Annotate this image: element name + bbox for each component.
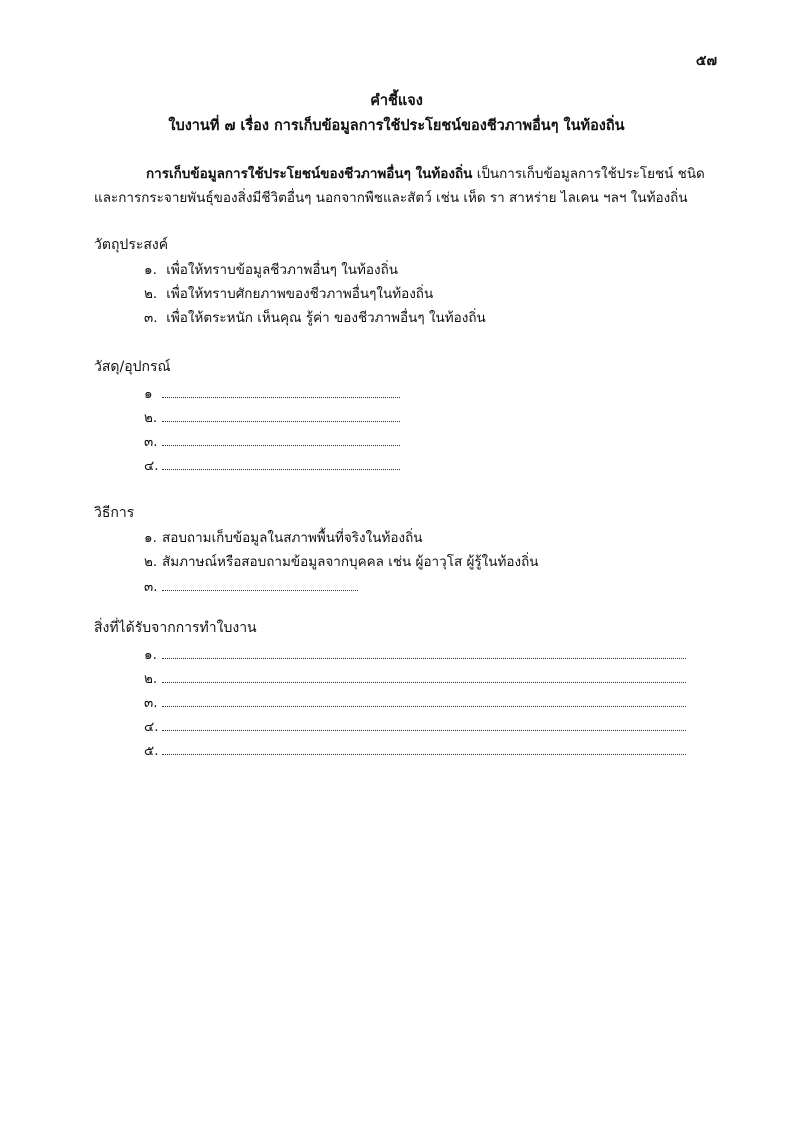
list-item [144, 459, 400, 483]
list-item [144, 696, 686, 720]
fill-in-blank[interactable] [162, 459, 400, 470]
list-item [144, 387, 400, 411]
intro-text: เป็นการเก็บข้อมูลการใช้ประโยชน์ ชนิด [472, 166, 705, 182]
fill-in-blank[interactable] [162, 435, 400, 446]
list-item [144, 720, 686, 744]
item-number: ๑ [144, 386, 153, 402]
outcomes-list [144, 648, 686, 768]
item-number: ๓. [144, 695, 158, 711]
materials-heading: วัสดุ/อุปกรณ์ [94, 359, 171, 375]
item-number: ๓. [144, 579, 158, 595]
item-number: ๔. [144, 458, 159, 474]
item-text: เพื่อให้ทราบข้อมูลชีวภาพอื่นๆ ในท้องถิ่น [166, 262, 399, 278]
page-title: คำชี้แจง [370, 93, 423, 109]
methods-heading: วิธีการ [94, 505, 135, 521]
list-item [144, 580, 538, 604]
list-item [144, 411, 400, 435]
intro-line-2: และการกระจายพันธุ์ของสิ่งมีชีวิตอื่นๆ นอกจากพืชและสัตว์ เช่น เห็ด รา สาหร่าย ไลเคน ฯลฯ ในท้องถิ่น [94, 190, 688, 206]
list-item [144, 648, 686, 672]
list-item [144, 672, 686, 696]
intro-bold-text: การเก็บข้อมูลการใช้ประโยชน์ของชีวภาพอื่นๆ ในท้องถิ่น [146, 166, 473, 182]
list-item [144, 264, 486, 288]
item-text: สัมภาษณ์หรือสอบถามข้อมูลจากบุคคล เช่น ผู้อาวุโส ผู้รู้ในท้องถิ่น [162, 554, 539, 570]
fill-in-blank[interactable] [162, 387, 400, 398]
list-item [144, 532, 538, 556]
item-text: เพื่อให้ตระหนัก เห็นคุณ รู้ค่า ของชีวภาพอื่นๆ ในท้องถิ่น [166, 310, 486, 326]
fill-in-blank[interactable] [162, 672, 686, 683]
list-item [144, 556, 538, 580]
fill-in-blank[interactable] [162, 580, 358, 591]
fill-in-blank[interactable] [162, 648, 686, 659]
list-item [144, 744, 686, 768]
outcomes-heading: สิ่งที่ได้รับจากการทำใบงาน [94, 620, 257, 636]
fill-in-blank[interactable] [162, 696, 686, 707]
item-number: ๓. [144, 310, 158, 326]
fill-in-blank[interactable] [162, 744, 686, 755]
methods-list [144, 532, 538, 604]
item-number: ๑. [144, 647, 157, 663]
item-number: ๒. [144, 410, 158, 426]
objectives-heading: วัตถุประสงค์ [94, 237, 169, 253]
list-item [144, 435, 400, 459]
list-item [144, 288, 486, 312]
item-number: ๑. [144, 530, 157, 546]
item-number: ๑. [144, 262, 157, 278]
page-number: ๕๗ [695, 53, 717, 69]
item-number: ๒. [144, 286, 158, 302]
worksheet-title: ใบงานที่ ๗ เรื่อง การเก็บข้อมูลการใช้ประโยชน์ของชีวภาพอื่นๆ ในท้องถิ่น [168, 118, 625, 134]
item-number: ๔. [144, 719, 159, 735]
fill-in-blank[interactable] [162, 411, 400, 422]
item-number: ๓. [144, 434, 158, 450]
item-text: เพื่อให้ทราบศักยภาพของชีวภาพอื่นๆในท้องถิ่น [166, 286, 434, 302]
objectives-list [144, 264, 486, 336]
item-number: ๕. [144, 743, 159, 759]
item-number: ๒. [144, 554, 158, 570]
intro-line-1 [146, 168, 705, 182]
list-item [144, 312, 486, 336]
materials-list [144, 387, 400, 483]
fill-in-blank[interactable] [162, 720, 686, 731]
item-text: สอบถามเก็บข้อมูลในสภาพพื้นที่จริงในท้องถิ่น [162, 530, 423, 546]
item-number: ๒. [144, 671, 158, 687]
